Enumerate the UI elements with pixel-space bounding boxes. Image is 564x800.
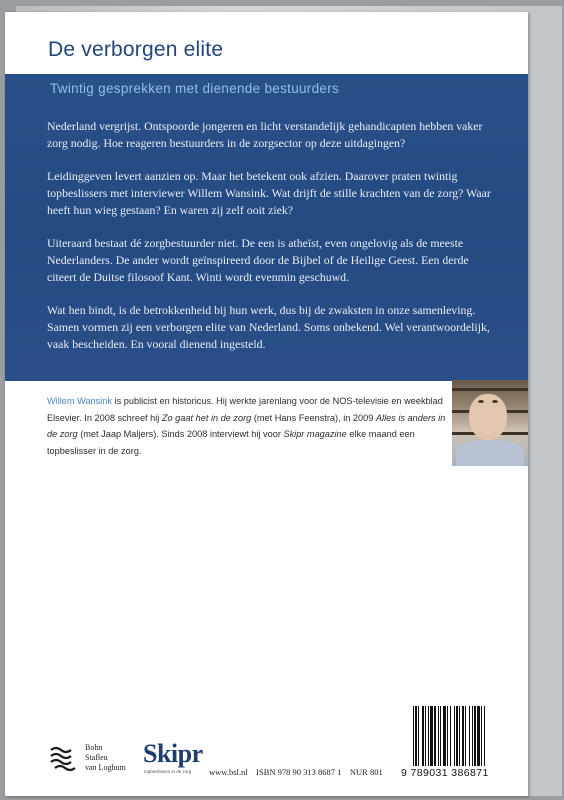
author-bio bbox=[47, 393, 447, 459]
title-band bbox=[5, 12, 528, 74]
author-photo bbox=[452, 380, 528, 466]
bio-book-2: Alles is anders in de zorg bbox=[47, 412, 446, 440]
blurb-paragraph-4: Wat hen bindt, is de betrokkenheid bij hun werk, dus bij de zwaksten in onze samenleving. Samen vormen zij een verborgen elite van Nederland. Soms onbekend. Wel verantwoordelijk, vaak bescheiden. En vooral dienend ingesteld. bbox=[47, 303, 490, 351]
bio-text-2: (met Hans Feenstra), in 2009 bbox=[251, 412, 376, 423]
blurb-paragraph-2: Leidinggeven levert aanzien op. Maar het betekent ook afzien. Daarover praten twintig topbeslissers met interviewer Willem Wansink. Wat drijft de stille krachten van de zorg? Waar heeft hun wieg gestaan? En waren zij zelf ooit ziek? bbox=[47, 169, 491, 217]
publisher-name bbox=[85, 743, 126, 773]
website: www.bsl.nl bbox=[209, 767, 248, 777]
bio-magazine: Skipr magazine bbox=[283, 429, 347, 440]
blurb-paragraph-3: Uiteraard bestaat dé zorgbestuurder niet. De een is atheïst, even ongelovig als de meeste Nederlanders. De ander wordt geïnspireerd door de Bijbel of de Heilige Geest. Een derde citeert de Duitse filosoof Kant. Winti wordt evenmin geschuwd. bbox=[47, 236, 469, 284]
book-title: De verborgen elite bbox=[48, 38, 224, 61]
publisher-line: van Loghum bbox=[85, 763, 126, 772]
publisher-logo-icon bbox=[47, 742, 81, 776]
skipr-tagline: topbeslissers in de zorg bbox=[144, 769, 192, 774]
barcode bbox=[401, 702, 519, 784]
isbn: ISBN 978 90 313 8687 1 bbox=[256, 767, 342, 777]
bio-text-4: elke maand een topbeslisser in de zorg. bbox=[47, 429, 415, 456]
publisher-line: Bohn bbox=[85, 743, 103, 752]
author-name: Willem Wansink bbox=[47, 396, 112, 406]
book-subtitle: Twintig gesprekken met dienende bestuurders bbox=[50, 81, 340, 96]
bio-text-3: (met Jaap Maljers). Sinds 2008 interviewt hij voor bbox=[77, 429, 284, 440]
bio-text-1: is publicist en historicus. Hij werkte jarenlang voor de NOS-televisie en weekblad Elsevier. In 2008 schreef hij bbox=[47, 396, 443, 423]
footer-info bbox=[209, 767, 383, 777]
nur-code: NUR 801 bbox=[349, 767, 383, 777]
publisher-line: Stafleu bbox=[85, 753, 108, 762]
blurb-paragraph-1: Nederland vergrijst. Ontspoorde jongeren en licht verstandelijk gehandicapten hebben vaker zorg nodig. Hoe reageren bestuurders in de zorgsector op deze uitdagingen? bbox=[47, 119, 483, 150]
blurb-text bbox=[47, 118, 497, 369]
barcode-digits: 9 789031 386871 bbox=[401, 767, 489, 779]
barcode-bars bbox=[413, 706, 509, 766]
back-cover bbox=[5, 12, 528, 796]
bio-book-1: Zo gaat het in de zorg bbox=[161, 412, 252, 423]
skipr-logo: Skipr bbox=[143, 739, 203, 768]
blurb-panel bbox=[5, 74, 528, 381]
